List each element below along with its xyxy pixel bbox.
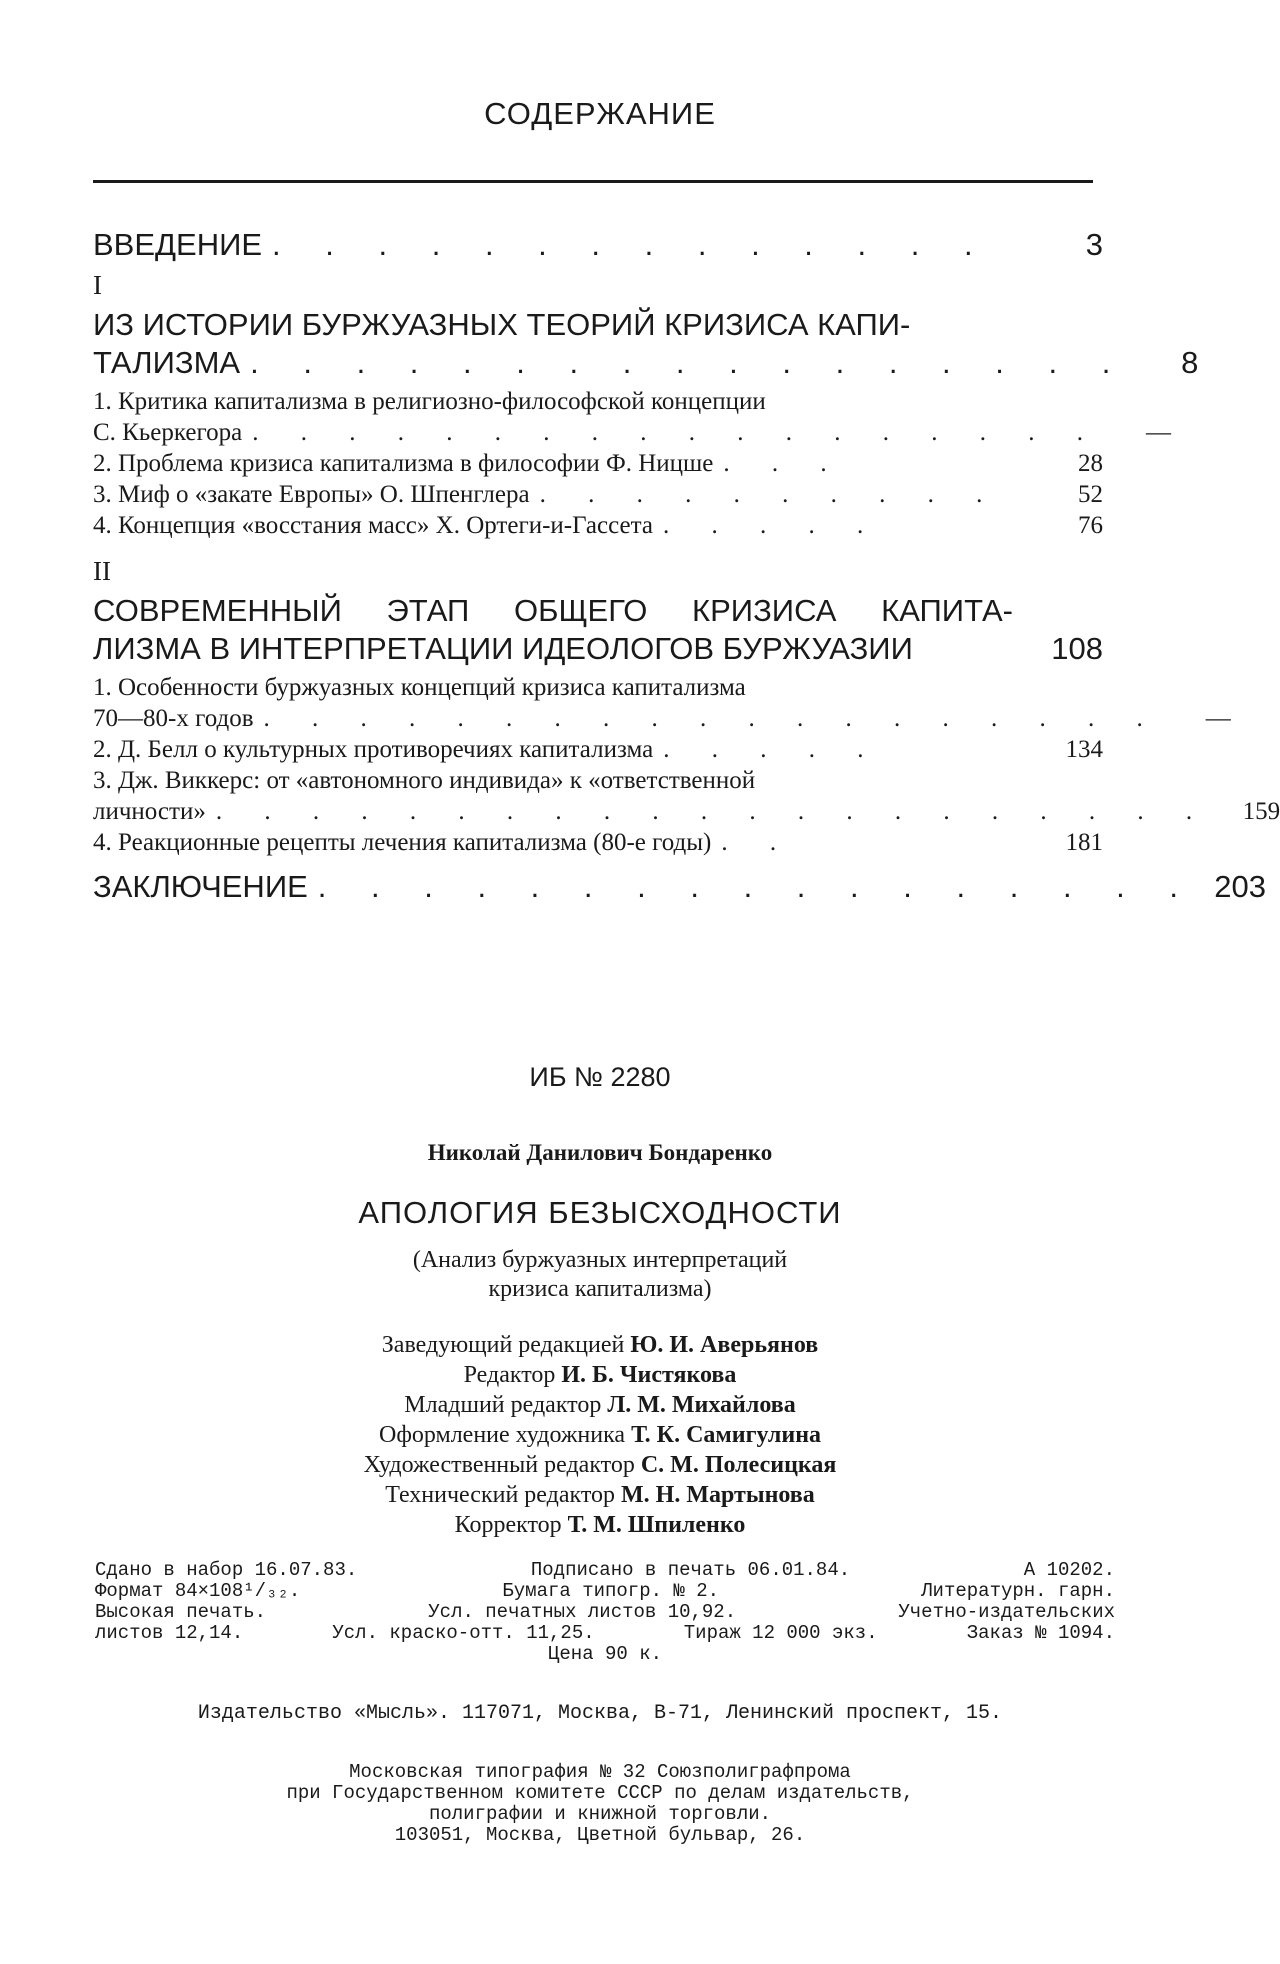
subtitle-line: (Анализ буржуазных интерпретаций <box>412 1247 788 1273</box>
printer-line: Московская типография № 32 Союзполиграфпрома <box>349 1761 851 1783</box>
print-spec: Бумага типогр. № 2. <box>502 1580 720 1602</box>
toc-conclusion-label: ЗАКЛЮЧЕНИЕ <box>93 869 308 904</box>
print-spec-line <box>95 1602 1115 1623</box>
credit-role: Оформление художника <box>378 1422 626 1448</box>
toc-intro-label: ВВЕДЕНИЕ <box>93 227 263 262</box>
toc-item-text: 3. Дж. Виккерс: от «автономного индивида» к «ответственной <box>93 767 756 794</box>
toc-page-number: 76 <box>1078 512 1103 539</box>
credit-role: Заведующий редакцией <box>381 1332 625 1358</box>
credit-name: Т. М. Шпиленко <box>567 1512 746 1538</box>
print-spec: Высокая печать. <box>95 1601 267 1623</box>
credit-line <box>0 1420 1200 1450</box>
credit-line <box>0 1330 1200 1360</box>
print-spec: Учетно-издательских <box>898 1601 1115 1623</box>
toc-leader-dots: . . . . . . . . . . <box>539 481 1001 508</box>
toc-item-text: 2. Проблема кризиса капитализма в философии Ф. Ницше <box>93 450 714 477</box>
toc-conclusion <box>93 868 1267 906</box>
toc-page-number: 52 <box>1078 481 1103 508</box>
toc-item-text: С. Кьеркегора <box>93 419 243 446</box>
book-subtitle <box>0 1246 1200 1304</box>
toc-item-text: 1. Критика капитализма в религиозно-философской концепции <box>93 388 766 415</box>
toc-leader-dots: . . . . . . . . . . . . . . . . . . . . . <box>215 798 1211 825</box>
toc-item-text: 4. Реакционные рецепты лечения капитализма (80-е годы) <box>93 829 712 856</box>
printer-block <box>0 1762 1200 1846</box>
toc-item <box>93 734 1103 765</box>
toc-part-1 <box>93 270 1199 541</box>
toc-item-text: 70—80-х годов <box>93 705 254 732</box>
print-spec: Сдано в набор 16.07.83. <box>95 1559 358 1581</box>
part-title-line: ТАЛИЗМА <box>93 345 241 380</box>
toc-page-number: 203 <box>1214 869 1267 904</box>
subtitle-line: кризиса капитализма) <box>488 1276 712 1302</box>
toc-page-number: 28 <box>1078 450 1103 477</box>
toc-item-text: 3. Миф о «закате Европы» О. Шпенглера <box>93 481 530 508</box>
toc-item <box>93 386 1171 448</box>
toc-page-number: — <box>1145 419 1171 446</box>
print-specs <box>95 1560 1115 1665</box>
author-name: Николай Данилович Бондаренко <box>427 1140 773 1165</box>
toc-leader-dots: . . . . . . . . . . . . . . <box>272 227 991 262</box>
part-title-line: СОВРЕМЕННЫЙ ЭТАП ОБЩЕГО КРИЗИСА КАПИТА- <box>93 593 1013 628</box>
print-spec: Усл. печатных листов 10,92. <box>428 1601 737 1623</box>
toc-item <box>93 672 1231 734</box>
part-title-line: ЛИЗМА В ИНТЕРПРЕТАЦИИ ИДЕОЛОГОВ БУРЖУАЗИИ <box>93 631 913 666</box>
credit-name: М. Н. Мартынова <box>621 1482 815 1508</box>
print-spec: Усл. краско-отт. 11,25. <box>332 1622 595 1644</box>
toc-page-number: 159 <box>1242 798 1280 825</box>
toc-leader-dots: . . . . . . . . . . . . . . . . . <box>317 869 1197 904</box>
toc-page-number: — <box>1205 705 1231 732</box>
print-spec: листов 12,14. <box>95 1622 244 1644</box>
toc-item <box>93 448 1103 479</box>
print-spec: Заказ № 1094. <box>966 1622 1115 1644</box>
toc-item-text: 2. Д. Белл о культурных противоречиях капитализма <box>93 736 654 763</box>
print-spec: Тираж 12 000 экз. <box>683 1622 878 1644</box>
toc-page-number: 108 <box>1051 631 1103 666</box>
print-spec: Литературн. гарн. <box>921 1580 1115 1602</box>
publisher-line: Издательство «Мысль». 117071, Москва, В-71, Ленинский проспект, 15. <box>197 1702 1003 1725</box>
credit-line <box>0 1510 1200 1540</box>
part-title-line: ИЗ ИСТОРИИ БУРЖУАЗНЫХ ТЕОРИЙ КРИЗИСА КАПИ- <box>93 307 911 342</box>
print-spec-line <box>95 1581 1115 1602</box>
toc-leader-dots: . . <box>721 829 795 856</box>
toc-leader-dots: . . . <box>723 450 845 477</box>
credit-role: Редактор <box>463 1362 556 1388</box>
toc-leader-dots: . . . . . <box>663 736 882 763</box>
toc-intro <box>93 226 1103 264</box>
page-title: СОДЕРЖАНИЕ <box>484 96 716 131</box>
credit-role: Художественный редактор <box>363 1452 635 1478</box>
credit-name: Ю. И. Аверьянов <box>630 1332 819 1358</box>
credit-role: Корректор <box>454 1512 562 1538</box>
toc-leader-dots: . . . . . . . . . . . . . . . . . <box>250 345 1129 380</box>
toc-item <box>93 827 1103 858</box>
toc-leader-dots: . . . . . <box>662 512 882 539</box>
printer-line: полиграфии и книжной торговли. <box>428 1803 772 1825</box>
credit-role: Технический редактор <box>385 1482 616 1508</box>
toc-page-number: 8 <box>1181 345 1199 380</box>
credit-line <box>0 1450 1200 1480</box>
credit-name: Т. К. Самигулина <box>631 1422 822 1448</box>
toc-leader-dots: . . . . . . . . . . . . . . . . . . <box>252 419 1101 446</box>
toc-item-text: 4. Концепция «восстания масс» X. Ортеги-и-Гассета <box>93 512 653 539</box>
toc-item-text: личности» <box>93 798 206 825</box>
print-spec: А 10202. <box>1023 1559 1115 1581</box>
credit-line <box>0 1480 1200 1510</box>
printer-line: при Государственном комитете СССР по делам издательств, <box>286 1782 914 1804</box>
toc-page-number: 181 <box>1065 829 1103 856</box>
credit-name: Л. М. Михайлова <box>607 1392 796 1418</box>
toc-part-2 <box>93 556 1280 858</box>
print-spec: Подписано в печать 06.01.84. <box>530 1559 851 1581</box>
credit-name: С. М. Полесицкая <box>640 1452 837 1478</box>
toc-item-text: 1. Особенности буржуазных концепций кризиса капитализма <box>93 674 746 701</box>
credit-role: Младший редактор <box>404 1392 602 1418</box>
print-spec-line <box>95 1623 1115 1644</box>
printer-line: 103051, Москва, Цветной бульвар, 26. <box>394 1824 806 1846</box>
credit-line <box>0 1390 1200 1420</box>
part-numeral: II <box>93 556 111 586</box>
price: Цена 90 к. <box>547 1643 663 1665</box>
toc-item <box>93 479 1103 510</box>
book-title: АПОЛОГИЯ БЕЗЫСХОДНОСТИ <box>358 1195 842 1230</box>
credit-line <box>0 1360 1200 1390</box>
credit-name: И. Б. Чистякова <box>561 1362 737 1388</box>
title-divider <box>93 180 1093 183</box>
print-spec-line <box>95 1560 1115 1581</box>
part-numeral: I <box>93 270 102 300</box>
toc-leader-dots: . . . . . . . . . . . . . . . . . . . <box>263 705 1161 732</box>
toc-page-number: 134 <box>1065 736 1103 763</box>
ib-number: ИБ № 2280 <box>529 1062 671 1092</box>
print-spec: Формат 84×108¹/₃₂. <box>95 1580 301 1602</box>
credits-block <box>0 1330 1200 1540</box>
toc-page-number: 3 <box>1085 227 1103 262</box>
toc-item <box>93 765 1280 827</box>
toc-item <box>93 510 1103 541</box>
